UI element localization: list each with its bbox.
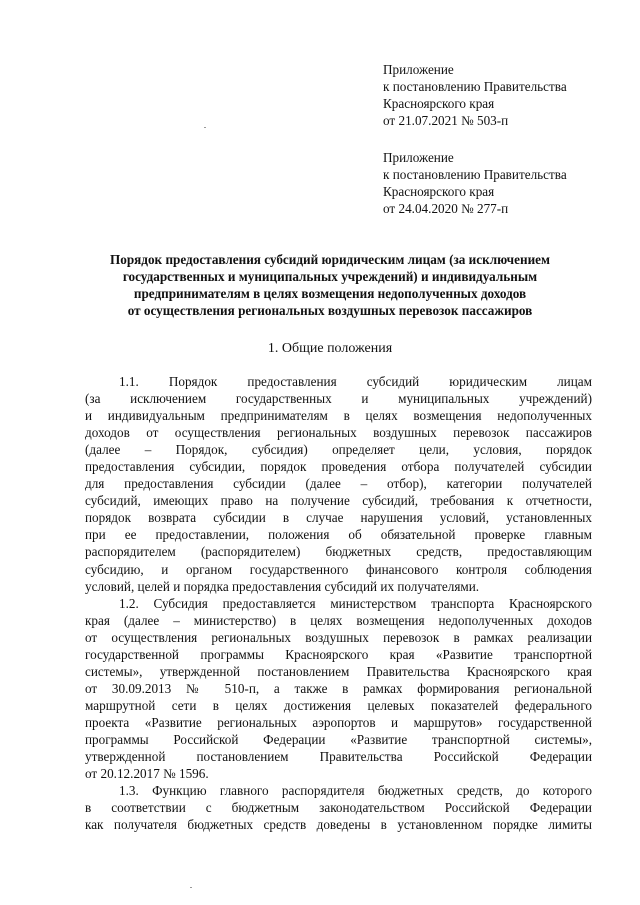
paragraph-line: условий, целей и порядка предоставления субсидий их получателями. bbox=[85, 578, 480, 594]
paragraph-line: доходов от осуществления региональных воздушных перевозок пассажиров bbox=[85, 425, 592, 441]
paragraph-line: для предоставления субсидии (далее – отбор), категории получателей bbox=[85, 476, 592, 492]
appendix-line: от 24.04.2020 № 277-п bbox=[383, 201, 509, 216]
paragraph-line: порядок возврата субсидии в случае нарушения условий, установленных bbox=[85, 510, 592, 526]
appendix-line: от 21.07.2021 № 503-п bbox=[383, 113, 509, 128]
title-line: предпринимателям в целях возмещения недополученных доходов bbox=[133, 286, 527, 301]
scan-speck bbox=[190, 887, 192, 888]
document-title bbox=[60, 251, 600, 319]
appendix-line: Красноярского края bbox=[383, 96, 495, 111]
title-line: Порядок предоставления субсидий юридическим лицам (за исключением bbox=[109, 252, 551, 267]
paragraph-line: при ее предоставлении, положения об обязательной проверке главным bbox=[85, 527, 592, 543]
paragraph-line: предоставления субсидии, порядок проведения отбора получателей субсидии bbox=[85, 459, 592, 475]
section-heading: 1. Общие положения bbox=[267, 341, 393, 356]
paragraph-line: проекта «Развитие региональных аэропортов и маршрутов» государственной bbox=[85, 714, 592, 730]
paragraph-line: 1.3. Функцию главного распорядителя бюджетных средств, до которого bbox=[119, 783, 592, 799]
paragraph-line: утвержденной постановлением Правительства Российской Федерации bbox=[85, 749, 592, 765]
paragraph-line: от осуществления региональных воздушных перевозок в рамках реализации bbox=[85, 629, 592, 645]
paragraph-line: как получателя бюджетных средств доведены в установленном порядке лимиты bbox=[85, 817, 592, 833]
paragraph-line: государственной программы Красноярского края «Развитие транспортной bbox=[85, 646, 592, 662]
appendix-line: Приложение bbox=[383, 62, 454, 77]
paragraph-line: субсидию, и органом государственного финансового контроля соблюдения bbox=[85, 561, 592, 577]
body-text bbox=[85, 373, 592, 833]
appendix-block-2021 bbox=[383, 61, 633, 129]
paragraph-line: и индивидуальным предпринимателям в целях возмещения недополученных bbox=[85, 408, 592, 424]
paragraph-line: края (далее – министерство) в целях возмещения недополученных доходов bbox=[85, 612, 592, 628]
title-line: от осуществления региональных воздушных перевозок пассажиров bbox=[127, 303, 533, 318]
appendix-block-2020 bbox=[383, 149, 633, 217]
paragraph-line: 1.1. Порядок предоставления субсидий юридическим лицам bbox=[119, 374, 592, 389]
appendix-line: к постановлению Правительства bbox=[383, 79, 567, 94]
paragraph-line: (далее – Порядок, субсидия) определяет цели, условия, порядок bbox=[85, 442, 592, 458]
paragraph-line: программы Российской Федерации «Развитие транспортной системы», bbox=[85, 731, 592, 747]
title-line: государственных и муниципальных учреждений) и индивидуальным bbox=[122, 269, 538, 284]
paragraph-line: субсидий, имеющих право на получение субсидий, требования к отчетности, bbox=[85, 493, 592, 509]
paragraph-line: (за исключением государственных и муниципальных учреждений) bbox=[85, 391, 592, 407]
scan-speck bbox=[204, 127, 206, 128]
paragraph-line: маршрутной сети в целях достижения целевых показателей федерального bbox=[85, 697, 592, 713]
paragraph-line: в соответствии с бюджетным законодательством Российской Федерации bbox=[85, 800, 592, 816]
paragraph-line: 1.2. Субсидия предоставляется министерством транспорта Красноярского bbox=[119, 595, 592, 611]
appendix-line: Приложение bbox=[383, 150, 454, 165]
paragraph-line: распорядителем (распорядителем) бюджетных средств, предоставляющим bbox=[85, 544, 592, 560]
paragraph-line: системы», утвержденной постановлением Правительства Красноярского края bbox=[85, 663, 592, 679]
appendix-line: к постановлению Правительства bbox=[383, 167, 567, 182]
paragraph-line: от 20.12.2017 № 1596. bbox=[85, 766, 209, 782]
paragraph-line: от 30.09.2013 № 510-п, а также в рамках формирования региональной bbox=[85, 680, 592, 696]
appendix-line: Красноярского края bbox=[383, 184, 495, 199]
